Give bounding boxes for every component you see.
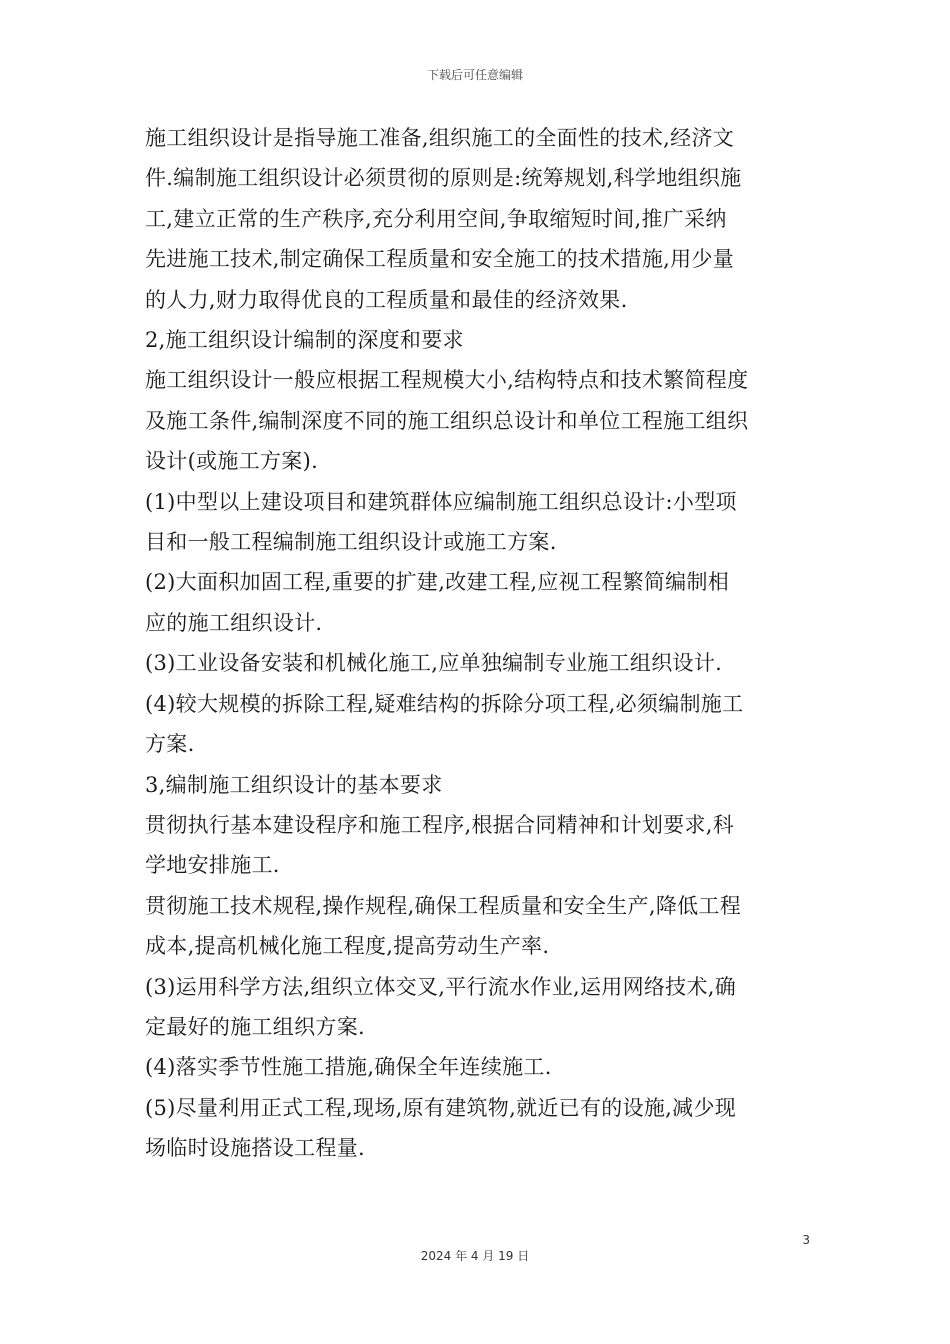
footer-date: 2024 年 4 月 19 日: [420, 1249, 530, 1263]
page-header: 下载后可任意编辑: [426, 68, 523, 82]
text-line: 先进施工技术,制定确保工程质量和安全施工的技术措施,用少量: [145, 247, 735, 272]
text-line: 的人力,财力取得优良的工程质量和最佳的经济效果.: [145, 287, 628, 312]
text-line: 施工组织设计一般应根据工程规模大小,结构特点和技术繁简程度: [145, 368, 749, 393]
text-line: 学地安排施工.: [145, 853, 280, 878]
text-line: 定最好的施工组织方案.: [145, 1014, 365, 1039]
text-line: 目和一般工程编制施工组织设计或施工方案.: [145, 530, 557, 555]
list-item: (2)大面积加固工程,重要的扩建,改建工程,应视工程繁简编制相: [145, 570, 730, 595]
body-text: [145, 118, 810, 1169]
list-item: (3)运用科学方法,组织立体交叉,平行流水作业,运用网络技术,确: [145, 974, 737, 999]
page-number: 3: [802, 1233, 810, 1247]
text-line: 及施工条件,编制深度不同的施工组织总设计和单位工程施工组织: [145, 408, 749, 433]
list-item: (3)工业设备安装和机械化施工,应单独编制专业施工组织设计.: [145, 651, 723, 676]
list-item: (1)中型以上建设项目和建筑群体应编制施工组织总设计:小型项: [145, 489, 737, 514]
text-line: 成本,提高机械化施工程度,提高劳动生产率.: [145, 934, 550, 959]
section-heading: 3,编制施工组织设计的基本要求: [145, 772, 443, 797]
text-line: 工,建立正常的生产秩序,充分利用空间,争取缩短时间,推广采纳: [145, 206, 727, 231]
text-line: 贯彻执行基本建设程序和施工程序,根据合同精神和计划要求,科: [145, 812, 735, 837]
list-item: (4)较大规模的拆除工程,疑难结构的拆除分项工程,必须编制施工: [145, 691, 744, 716]
text-line: 方案.: [145, 732, 195, 757]
text-line: 贯彻施工技术规程,操作规程,确保工程质量和安全生产,降低工程: [145, 893, 742, 918]
text-line: 应的施工组织设计.: [145, 610, 323, 635]
text-line: 设计(或施工方案).: [145, 449, 319, 474]
text-line: 件.编制施工组织设计必须贯彻的原则是:统筹规划,科学地组织施: [145, 166, 742, 191]
list-item: (4)落实季节性施工措施,确保全年连续施工.: [145, 1055, 552, 1080]
list-item: (5)尽量利用正式工程,现场,原有建筑物,就近已有的设施,减少现: [145, 1095, 737, 1120]
section-heading: 2,施工组织设计编制的深度和要求: [145, 328, 464, 353]
text-line: 场临时设施搭设工程量.: [145, 1136, 365, 1161]
text-line: 施工组织设计是指导施工准备,组织施工的全面性的技术,经济文: [145, 126, 735, 150]
